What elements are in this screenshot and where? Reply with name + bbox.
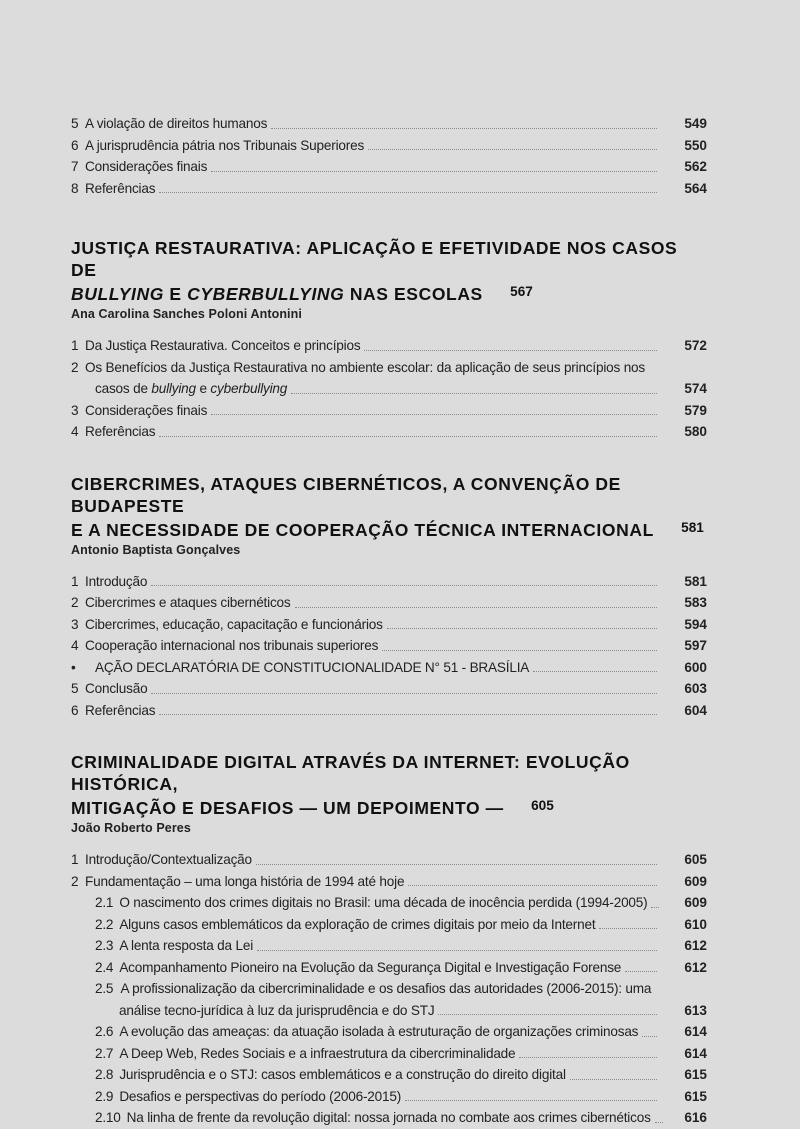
dot-leader [291,392,657,394]
entry-title-continued [95,378,287,400]
entry-page: 549 [684,116,707,131]
entry-page: 609 [684,895,707,910]
entry-number: 5 [71,681,79,696]
entry-page: 580 [684,424,707,439]
toc-entry[interactable] [71,135,707,157]
entry-title: Alguns casos emblemáticos da exploração de crimes digitais por meio da Internet [119,916,596,932]
entry-page: 583 [684,595,707,610]
entry-number: 2.3 [95,938,114,953]
toc-entry[interactable] [71,400,707,422]
dot-leader [387,627,657,629]
chapter-title-italic: BULLYING [71,284,164,304]
dot-leader [599,927,657,929]
dot-leader [257,949,657,951]
toc-subentry[interactable] [71,892,707,914]
entry-number: 6 [71,137,79,153]
toc-subentry[interactable] [71,1043,707,1065]
toc-entry[interactable] [71,635,707,657]
entry-number: 2.1 [95,895,114,910]
entry-number: 2 [71,359,79,375]
entry-number: 4 [71,424,79,439]
chapter-title-italic: CYBERBULLYING [187,284,345,304]
chapter-page: 605 [531,798,554,813]
entry-page: 610 [684,916,707,932]
entry-page: 612 [684,959,707,975]
entry-page: 572 [684,338,707,353]
toc-entry[interactable] [71,657,707,679]
dot-leader [271,127,657,129]
dot-leader [256,863,657,865]
toc-subentry[interactable] [71,914,707,936]
chapter-author: Antonio Baptista Gonçalves [71,542,241,557]
dot-leader [533,670,657,672]
entry-page: 581 [684,573,707,589]
dot-leader [570,1078,657,1080]
chapter-title-line: JUSTIÇA RESTAURATIVA: APLICAÇÃO E EFETIVIDADE NOS CASOS DE [71,238,678,280]
toc-entry[interactable] [71,871,707,893]
dot-leader [295,606,657,608]
entry-number: 2.5 [95,981,114,996]
dot-leader [159,435,657,437]
dot-leader [408,884,657,886]
entry-title: A evolução das ameaças: da atuação isolada à estruturação de organizações criminosas [119,1024,639,1039]
chapter-author: João Roberto Peres [71,821,191,835]
dot-leader [519,1056,657,1058]
dot-leader [211,170,657,172]
toc-subentry[interactable] [71,1064,707,1086]
chapter-title[interactable] [71,237,707,305]
entry-title: Referências [85,180,156,196]
entry-title-text: casos de [95,381,152,396]
chapter-title-line: CIBERCRIMES, ATAQUES CIBERNÉTICOS, A CONVENÇÃO DE BUDAPESTE [71,473,621,516]
table-of-contents [71,113,707,1129]
toc-entry[interactable] [71,849,707,871]
entry-number: 2.7 [95,1045,114,1061]
entry-page: 615 [684,1088,707,1104]
dot-leader [651,906,659,908]
entry-number: 6 [71,702,79,718]
chapter-title-text: E [163,284,188,304]
entry-title: Considerações finais [85,402,208,418]
entry-number: 3 [71,402,79,418]
toc-subentry[interactable] [71,978,707,1021]
entry-page: 574 [684,381,707,396]
entry-title: A profissionalização da cibercriminalidade e os desafios das autoridades (2006-2015): uma [120,981,652,996]
entry-number: 1 [71,852,79,867]
dot-leader [655,1121,663,1123]
dot-leader [625,970,657,972]
entry-title: Cooperação internacional nos tribunais superiores [85,638,379,653]
dot-leader [159,191,657,193]
chapter-entries [71,849,707,892]
entry-page: 616 [684,1110,707,1125]
entry-number: • [71,659,76,675]
toc-entry[interactable] [71,571,707,593]
entry-page: 562 [684,159,707,174]
entry-title-continued: análise tecno-jurídica à luz da jurisprudência e do STJ [119,1002,435,1018]
entry-number: 2 [71,873,79,889]
entry-title: Cibercrimes e ataques cibernéticos [85,595,291,610]
chapter-criminalidade-digital [71,751,707,1129]
dot-leader [151,584,657,586]
entry-title: Introdução [85,573,148,589]
entry-page: 612 [684,938,707,953]
dot-leader [642,1035,657,1037]
dot-leader [159,713,657,715]
entry-title: Os Benefícios da Justiça Restaurativa no ambiente escolar: da aplicação de seus princípios nos [85,359,646,375]
entry-title: AÇÃO DECLARATÓRIA DE CONSTITUCIONALIDADE N° 51 - BRASÍLIA [95,659,530,675]
entry-title: Conclusão [85,681,148,696]
toc-entry[interactable] [71,178,707,200]
entry-page: 579 [684,402,707,418]
chapter-title[interactable] [71,473,707,541]
entry-page: 600 [684,659,707,675]
dot-leader [405,1099,657,1101]
toc-section-top [71,113,707,199]
entry-page: 613 [684,1002,707,1018]
entry-number: 2.8 [95,1067,114,1082]
entry-number: 2.9 [95,1088,114,1104]
chapter-title-line: E A NECESSIDADE DE COOPERAÇÃO TÉCNICA INTERNACIONAL [71,519,654,540]
entry-title: A violação de direitos humanos [85,116,268,131]
entry-title: Referências [85,424,156,439]
toc-entry[interactable] [71,678,707,700]
toc-entry[interactable] [71,357,707,400]
entry-title: A lenta resposta da Lei [119,938,254,953]
entry-page: 615 [684,1067,707,1082]
entry-title-italic: cyberbullying [210,381,288,396]
entry-number: 3 [71,616,79,632]
chapter-title-text: NAS ESCOLAS [344,284,483,304]
chapter-page: 567 [510,284,533,299]
toc-subentry[interactable] [71,1021,707,1043]
toc-entry[interactable] [71,592,707,614]
entry-page: 605 [684,852,707,867]
chapter-subentries [71,1021,707,1129]
entry-title: Fundamentação – uma longa história de 1994 até hoje [85,873,405,889]
chapter-title[interactable] [71,751,707,819]
entry-title: Referências [85,702,156,718]
entry-title: Desafios e perspectivas do período (2006-2015) [119,1088,402,1104]
toc-entry[interactable] [71,113,707,135]
entry-number: 2.10 [95,1110,121,1125]
dot-leader [438,1013,657,1015]
entry-page: 614 [684,1024,707,1039]
entry-title: Considerações finais [85,159,208,174]
toc-entry[interactable] [71,421,707,443]
dot-leader [364,349,657,351]
entry-number: 1 [71,573,79,589]
toc-subentry[interactable] [71,957,707,979]
entry-number: 4 [71,638,79,653]
chapter-title-line: CRIMINALIDADE DIGITAL ATRAVÉS DA INTERNET: EVOLUÇÃO HISTÓRICA, [71,752,630,794]
toc-entry[interactable] [71,700,707,722]
chapter-cibercrimes [71,473,707,722]
entry-number: 8 [71,180,79,196]
entry-number: 2 [71,595,79,610]
entry-page: 604 [684,702,707,718]
chapter-subentries [71,892,707,978]
entry-number: 2.2 [95,916,114,932]
dot-leader [382,649,657,651]
entry-number: 7 [71,159,79,174]
toc-entry[interactable] [71,335,707,357]
entry-number: 2.4 [95,959,114,975]
entry-number: 1 [71,338,79,353]
entry-title: Introdução/Contextualização [85,852,252,867]
entry-page: 594 [684,616,707,632]
toc-subentry[interactable] [71,1107,707,1129]
entry-title: A Deep Web, Redes Sociais e a infraestrutura da cibercriminalidade [119,1045,516,1061]
chapter-author: Ana Carolina Sanches Poloni Antonini [71,307,302,321]
dot-leader [151,692,657,694]
entry-page: 550 [684,137,707,153]
entry-title: Jurisprudência e o STJ: casos emblemáticos e a construção do direito digital [119,1067,566,1082]
entry-title-text: e [195,381,211,396]
entry-title: Acompanhamento Pioneiro na Evolução da Segurança Digital e Investigação Forense [119,959,622,975]
toc-entry[interactable] [71,156,707,178]
entry-title: Na linha de frente da revolução digital: nossa jornada no combate aos crimes cibernéticos [126,1110,651,1125]
entry-page: 614 [684,1045,707,1061]
chapter-justica-restaurativa [71,237,707,443]
entry-title: Cibercrimes, educação, capacitação e funcionários [85,616,383,632]
chapter-entries [71,571,707,722]
chapter-page: 581 [681,519,704,535]
entry-page: 609 [684,873,707,889]
entry-number: 2.6 [95,1024,114,1039]
toc-subentry[interactable] [71,1086,707,1108]
entry-page: 564 [684,180,707,196]
toc-entry[interactable] [71,614,707,636]
entry-title: O nascimento dos crimes digitais no Brasil: uma década de inocência perdida (1994-2005) [119,895,648,910]
toc-subentry[interactable] [71,935,707,957]
entry-title: Da Justiça Restaurativa. Conceitos e princípios [85,338,361,353]
entry-page: 603 [684,681,707,696]
dot-leader [211,413,657,415]
entry-title: A jurisprudência pátria nos Tribunais Superiores [85,137,365,153]
entry-page: 597 [684,638,707,653]
entry-number: 5 [71,116,79,131]
chapter-title-line: MITIGAÇÃO E DESAFIOS — UM DEPOIMENTO — [71,798,504,818]
dot-leader [368,148,657,150]
entry-title-italic: bullying [151,381,196,396]
